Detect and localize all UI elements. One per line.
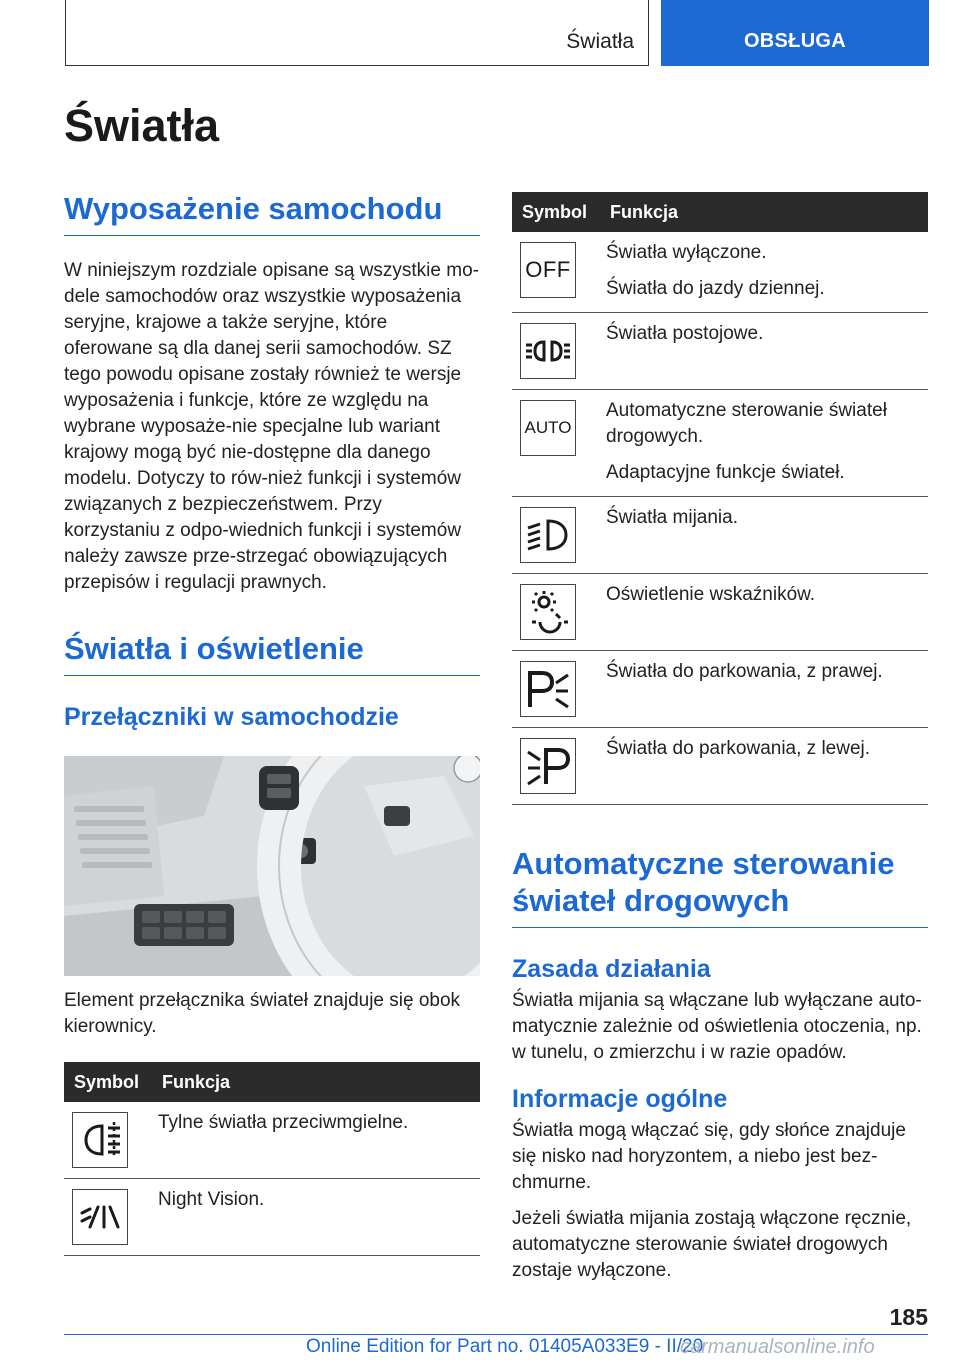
table-header-row — [512, 192, 928, 232]
right-symbol-table — [512, 192, 928, 805]
night-vision-icon — [72, 1189, 128, 1245]
page-header — [65, 0, 929, 66]
parking-right-icon — [520, 661, 576, 717]
heading-auto-headlight: Automatyczne sterowanie świateł drogowych — [512, 845, 928, 928]
function-text: Światła do parkowania, z lewej. — [606, 738, 871, 759]
table-row — [512, 232, 928, 313]
parking-lights-icon — [520, 323, 576, 379]
parking-left-icon — [520, 738, 576, 794]
left-column — [64, 190, 480, 1256]
icon-label: AUTO — [524, 418, 572, 437]
off-text-icon — [520, 242, 576, 298]
header-chapter-tab[interactable] — [661, 0, 929, 66]
table-row — [512, 574, 928, 651]
function-text: Tylne światła przeciwmgielne. — [158, 1112, 409, 1134]
heading-lights: Światła i oświetlenie — [64, 630, 480, 676]
page-number: 185 — [889, 1304, 928, 1330]
paragraph-equipment: W niniejszym rozdziale opisane są wszystkie mo-dele samochodów oraz wszystkie wyposażenia seryjne, krajowe a także seryjne, które oferowane są dla danej serii samochodów. SZ tego powodu opisane zostały również te wersje wyposażenia i funkcje, które ze względu na wybrane wyposaże-nie specjalne lub wariant krajowy mogą być nie-dostępne dla danego modelu. Dotyczy to rów-nież funkcji i systemów związanych z bezpieczeństwem. Przy korzystaniu z odpo-wiednich funkcji i systemów należy zawsze prze-strzegać obowiązujących przepisów i regulacji prawnych. — [64, 260, 479, 594]
function-text: Oświetlenie wskaźników. — [606, 584, 816, 605]
function-text: Światła wyłączone. — [606, 242, 767, 263]
heading-principle: Zasada działania — [512, 955, 711, 984]
switch-photo — [64, 756, 480, 976]
function-column-header: Funkcja — [152, 1062, 480, 1102]
watermark: carmanualsonline.info — [680, 1336, 875, 1358]
paragraph-general-1: Światła mogą włączać się, gdy słońce znajduje się nisko nad horyzontem, a niebo jest bez-chmurne. — [512, 1120, 906, 1194]
dashboard-illustration — [64, 756, 480, 976]
function-text: Automatyczne sterowanie świateł drogowych. — [606, 400, 887, 447]
footer-rule — [64, 1334, 928, 1335]
instrument-lighting-icon — [520, 584, 576, 640]
function-text: Światła do jazdy dziennej. — [606, 278, 825, 299]
function-text: Adaptacyjne funkcje świateł. — [606, 462, 845, 483]
photo-caption: Element przełącznika świateł znajduje się obok kierownicy. — [64, 990, 461, 1038]
heading-general: Informacje ogólne — [512, 1085, 728, 1114]
paragraph-principle: Światła mijania są włączane lub wyłączane auto-matycznie zależnie od oświetlenia otoczenia, np. w tunelu, o zmierzchu i w razie opadów. — [512, 990, 922, 1064]
table-row — [64, 1179, 480, 1256]
table-row — [512, 728, 928, 805]
right-column — [512, 192, 928, 1284]
function-text: Światła do parkowania, z prawej. — [606, 661, 883, 682]
table-row — [512, 313, 928, 390]
left-symbol-table — [64, 1062, 480, 1256]
table-row — [512, 497, 928, 574]
icon-label: OFF — [525, 257, 571, 282]
paragraph-general-2: Jeżeli światła mijania zostają włączone ręcznie, automatyczne sterowanie świateł drogowych zostaje wyłączone. — [512, 1208, 912, 1282]
function-text: Night Vision. — [158, 1189, 265, 1211]
table-header-row — [64, 1062, 480, 1102]
page-title: Światła — [64, 100, 220, 151]
symbol-column-header: Symbol — [512, 192, 600, 232]
heading-switches: Przełączniki w samochodzie — [64, 703, 399, 732]
auto-text-icon — [520, 400, 576, 456]
function-column-header: Funkcja — [600, 192, 928, 232]
table-row — [512, 390, 928, 497]
edition-info: Online Edition for Part no. 01405A033E9 - II/20 — [306, 1336, 704, 1357]
rear-fog-light-icon — [72, 1112, 128, 1168]
heading-equipment: Wyposażenie samochodu — [64, 190, 480, 236]
table-row — [64, 1102, 480, 1179]
table-row — [512, 651, 928, 728]
function-text: Światła postojowe. — [606, 323, 764, 344]
header-section-box — [65, 0, 649, 66]
function-text: Światła mijania. — [606, 507, 738, 528]
symbol-column-header: Symbol — [64, 1062, 152, 1102]
header-section-title: Światła — [566, 30, 634, 53]
low-beam-icon — [520, 507, 576, 563]
header-chapter-label: OBSŁUGA — [743, 30, 847, 52]
